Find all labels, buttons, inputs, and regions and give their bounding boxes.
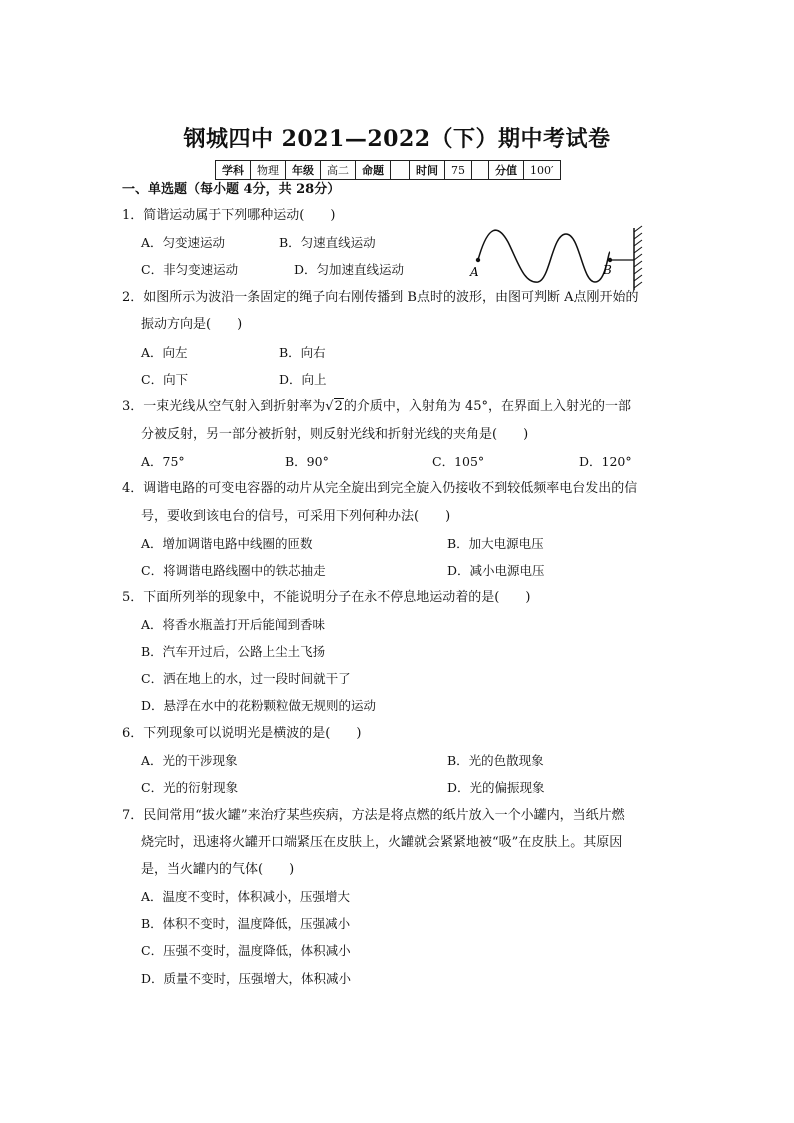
- score-value: 100′: [524, 161, 561, 180]
- wall-hatch: [634, 226, 642, 288]
- q7-option-a: A．温度不变时，体积减小，压强增大: [141, 889, 351, 904]
- q3-option-d: D．120°: [579, 454, 632, 469]
- q5-option-c: C．洒在地上的水，过一段时间就干了: [141, 671, 351, 686]
- author-label: 命题: [356, 161, 391, 180]
- q6-stem: 6．下列现象可以说明光是横波的是( ): [122, 726, 362, 741]
- sqrt-two: [325, 398, 344, 416]
- section-title: 一、单选题（每小题 4分，共 28分）: [122, 182, 341, 197]
- exam-title: 钢城四中 2021—2022（下）期中考试卷: [183, 126, 611, 152]
- q1-option-d: D．匀加速直线运动: [294, 262, 405, 277]
- q3-option-c: C．105°: [432, 454, 485, 469]
- subject-label: 学科: [216, 161, 251, 180]
- q3-stem-post: 的介质中，入射角为 45°，在界面上入射光的一部: [343, 399, 632, 414]
- point-b: [608, 258, 612, 262]
- q2-stem-line2: 振动方向是( ): [141, 317, 243, 332]
- q6-option-a: A．光的干涉现象: [141, 753, 238, 768]
- point-a: [476, 258, 480, 262]
- sqrt-arg: 2: [334, 399, 343, 414]
- wave-curve: [478, 230, 610, 282]
- q6-option-b: B．光的色散现象: [447, 753, 544, 768]
- q4-option-d: D．减小电源电压: [447, 563, 545, 578]
- q1-option-b: B．匀速直线运动: [279, 235, 376, 250]
- q3-option-a: A．75°: [141, 454, 185, 469]
- q7-option-c: C．压强不变时，温度降低，体积减小: [141, 943, 351, 958]
- q7-option-d: D．质量不变时，压强增大，体积减小: [141, 971, 352, 986]
- q1-stem: 1．简谐运动属于下列哪种运动( ): [122, 208, 336, 223]
- q2-stem-line1: 2．如图所示为波沿一条固定的绳子向右刚传播到 B点时的波形，由图可判断 A点刚开始的: [122, 290, 639, 305]
- q1-option-a: A．匀变速运动: [141, 235, 226, 250]
- q7-stem-line1: 7．民间常用“拔火罐”来治疗某些疾病，方法是将点燃的纸片放入一个小罐内，当纸片燃: [122, 808, 625, 823]
- sqrt-sign: √: [325, 399, 334, 414]
- q5-option-d: D．悬浮在水中的花粉颗粒做无规则的运动: [141, 698, 377, 713]
- q6-option-c: C．光的衍射现象: [141, 780, 239, 795]
- score-label: 分值: [489, 161, 524, 180]
- q4-option-b: B．加大电源电压: [447, 536, 544, 551]
- q1-option-c: C．非匀变速运动: [141, 262, 239, 277]
- q4-option-a: A．增加调谐电路中线圈的匝数: [141, 536, 313, 551]
- wave-figure: [462, 222, 652, 292]
- q5-stem: 5．下面所列举的现象中，不能说明分子在永不停息地运动着的是( ): [122, 590, 531, 605]
- subject-value: 物理: [251, 161, 286, 180]
- q3-stem-line2: 分被反射，另一部分被折射，则反射光线和折射光线的夹角是( ): [141, 427, 529, 442]
- q7-stem-line2: 烧完时，迅速将火罐开口端紧压在皮肤上，火罐就会紧紧地被“吸”在皮肤上。其原因: [141, 835, 623, 850]
- grade-value: 高二: [321, 161, 356, 180]
- label-b: B: [603, 263, 612, 277]
- q4-stem-line2: 号，要收到该电台的信号，可采用下列何种办法( ): [141, 509, 451, 524]
- time-label: 时间: [410, 161, 445, 180]
- q5-option-b: B．汽车开过后，公路上尘土飞扬: [141, 644, 326, 659]
- q4-option-c: C．将调谐电路线圈中的铁芯抽走: [141, 563, 326, 578]
- q2-option-c: C．向下: [141, 372, 189, 387]
- q3-stem-pre: 3．一束光线从空气射入到折射率为: [122, 399, 326, 414]
- q3-stem-line1: [122, 398, 631, 416]
- author-value: [391, 161, 410, 180]
- exam-info-table: [215, 160, 561, 180]
- q5-option-a: A．将香水瓶盖打开后能闻到香味: [141, 617, 326, 632]
- grade-label: 年级: [286, 161, 321, 180]
- q6-option-d: D．光的偏振现象: [447, 780, 545, 795]
- time-value: 75: [445, 161, 472, 180]
- q7-option-b: B．体积不变时，温度降低，压强减小: [141, 916, 351, 931]
- q7-stem-line3: 是，当火罐内的气体( ): [141, 862, 295, 877]
- q2-option-b: B．向右: [279, 345, 326, 360]
- q2-option-d: D．向上: [279, 372, 327, 387]
- q4-stem-line1: 4．调谐电路的可变电容器的动片从完全旋出到完全旋入仍接收不到较低频率电台发出的信: [122, 481, 638, 496]
- label-a: A: [470, 265, 479, 279]
- time-blank: [472, 161, 489, 180]
- q3-option-b: B．90°: [285, 454, 329, 469]
- q2-option-a: A．向左: [141, 345, 188, 360]
